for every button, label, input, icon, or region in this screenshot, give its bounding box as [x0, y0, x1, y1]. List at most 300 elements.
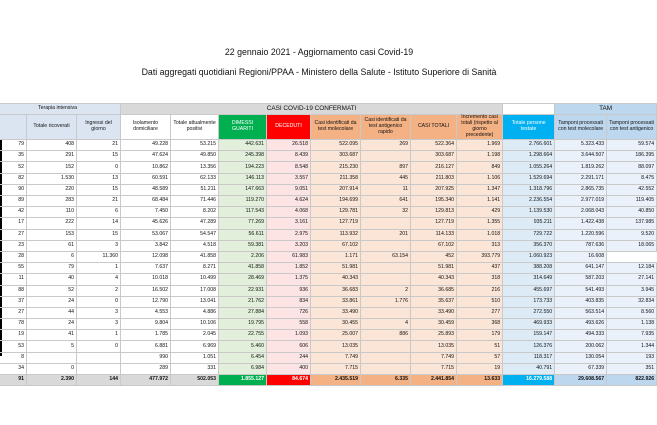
total-cell: 91 — [0, 375, 27, 386]
table-cell: 55 — [0, 263, 27, 274]
table-cell: 62.133 — [171, 173, 219, 184]
table-cell: 11 — [0, 274, 27, 285]
table-cell: 28.469 — [219, 274, 267, 285]
table-cell: 787.636 — [555, 240, 607, 251]
table-cell: 13.035 — [311, 341, 361, 352]
table-cell: 9.804 — [121, 319, 171, 330]
table-cell: 303.687 — [411, 151, 457, 162]
casi-confermati-band: CASI COVID-19 CONFERMATI — [121, 104, 503, 115]
table-row — [0, 251, 657, 262]
table-cell: 35.637 — [411, 296, 457, 307]
col-casi-test-molecolare-header: Casi identificati da test molecolare — [311, 115, 361, 140]
table-cell: 82 — [0, 173, 27, 184]
table-cell: 32.834 — [607, 296, 657, 307]
table-cell: 27 — [0, 307, 27, 318]
table-cell: 216.127 — [411, 162, 457, 173]
table-cell: 1.852 — [267, 263, 311, 274]
table-cell: 2.045 — [171, 330, 219, 341]
table-cell: 1.819.262 — [555, 162, 607, 173]
table-row — [0, 184, 657, 195]
table-cell: 4.624 — [267, 196, 311, 207]
table-cell: 1.018 — [457, 229, 503, 240]
table-cell: 22.931 — [219, 285, 267, 296]
table-cell: 1.969 — [457, 140, 503, 151]
table-cell: 8.439 — [267, 151, 311, 162]
table-cell: 22.755 — [219, 330, 267, 341]
table-cell: 2.206 — [219, 251, 267, 262]
table-cell: 3 — [77, 319, 121, 330]
total-cell: 144 — [77, 375, 121, 386]
table-cell: 201 — [361, 229, 411, 240]
band-gap — [503, 104, 555, 115]
table-cell: 113.932 — [311, 229, 361, 240]
table-cell: 10.862 — [121, 162, 171, 173]
table-row — [0, 307, 657, 318]
table-row — [0, 330, 657, 341]
table-cell: 522.095 — [311, 140, 361, 151]
table-cell: 207.914 — [311, 184, 361, 195]
table-cell: 186.395 — [607, 151, 657, 162]
table-cell: 606 — [267, 341, 311, 352]
table-cell: 159.147 — [503, 330, 555, 341]
table-cell: 587.203 — [555, 274, 607, 285]
table-cell: 272.550 — [503, 307, 555, 318]
table-cell: 36.683 — [311, 285, 361, 296]
table-cell: 37 — [0, 296, 27, 307]
table-cell: 563.514 — [555, 307, 607, 318]
table-cell: 48.589 — [121, 184, 171, 195]
table-cell: 200.062 — [555, 341, 607, 352]
table-cell: 17.008 — [171, 285, 219, 296]
table-cell: 24 — [27, 296, 77, 307]
table-cell: 41 — [27, 330, 77, 341]
total-cell: 477.972 — [121, 375, 171, 386]
table-cell: 1.220.596 — [555, 229, 607, 240]
covid-data-table-container — [0, 103, 655, 425]
table-cell: 25.007 — [311, 330, 361, 341]
table-cell: 313 — [457, 240, 503, 251]
table-cell: 33.861 — [311, 296, 361, 307]
table-cell: 59.574 — [607, 140, 657, 151]
table-cell: 7.749 — [311, 352, 361, 363]
table-cell: 368 — [457, 319, 503, 330]
table-cell: 12.790 — [121, 296, 171, 307]
table-cell: 2.236.554 — [503, 196, 555, 207]
table-cell: 47.289 — [171, 218, 219, 229]
table-cell: 331 — [171, 363, 219, 374]
table-cell: 4.518 — [171, 240, 219, 251]
table-row — [0, 240, 657, 251]
table-cell: 429 — [457, 207, 503, 218]
col-dimessi-guariti-header: DIMESSI GUARITI — [219, 115, 267, 140]
table-cell: 11 — [361, 184, 411, 195]
table-cell: 147.663 — [219, 184, 267, 195]
table-row — [0, 341, 657, 352]
table-cell: 7.749 — [411, 352, 457, 363]
table-cell: 3.557 — [267, 173, 311, 184]
table-cell: 222 — [27, 218, 77, 229]
table-cell: 23 — [0, 240, 27, 251]
table-cell: 19 — [457, 363, 503, 374]
table-cell: 3.644.507 — [555, 151, 607, 162]
table-cell: 388.208 — [503, 263, 555, 274]
table-cell: 5 — [27, 341, 77, 352]
table-cell: 522.364 — [411, 140, 457, 151]
table-cell: 56.611 — [219, 229, 267, 240]
total-cell: 13.633 — [457, 375, 503, 386]
table-cell: 146.113 — [219, 173, 267, 184]
table-cell: 119.270 — [219, 196, 267, 207]
table-cell: 28 — [0, 251, 27, 262]
table-cell: 244 — [267, 352, 311, 363]
table-cell: 117.543 — [219, 207, 267, 218]
table-cell: 51.981 — [311, 263, 361, 274]
table-cell: 351 — [607, 363, 657, 374]
table-cell: 18.065 — [607, 240, 657, 251]
table-cell — [77, 352, 121, 363]
table-cell: 15 — [77, 229, 121, 240]
table-cell: 79 — [0, 140, 27, 151]
table-cell: 1.060.923 — [503, 251, 555, 262]
col-totale-ricoverati-header: Totale ricoverati — [27, 115, 77, 140]
table-cell: 19.795 — [219, 319, 267, 330]
table-cell: 442.631 — [219, 140, 267, 151]
table-cell: 541.493 — [555, 285, 607, 296]
table-cell: 51 — [457, 341, 503, 352]
table-cell — [361, 274, 411, 285]
table-cell: 88 — [0, 285, 27, 296]
table-cell: 1.198 — [457, 151, 503, 162]
table-cell: 8.560 — [607, 307, 657, 318]
table-cell: 44 — [27, 307, 77, 318]
table-cell: 393.779 — [457, 251, 503, 262]
table-cell: 152 — [27, 162, 77, 173]
total-cell: 822.926 — [607, 375, 657, 386]
table-row — [0, 218, 657, 229]
table-cell: 1.530 — [27, 173, 77, 184]
table-cell: 40.343 — [411, 274, 457, 285]
table-cell: 25.893 — [411, 330, 457, 341]
table-body — [0, 140, 657, 386]
table-row — [0, 173, 657, 184]
table-cell — [361, 307, 411, 318]
table-cell: 3.945 — [607, 285, 657, 296]
table-cell: 726 — [267, 307, 311, 318]
table-cell: 403.835 — [555, 296, 607, 307]
table-cell: 119.405 — [607, 196, 657, 207]
table-row — [0, 352, 657, 363]
table-cell: 59.381 — [219, 240, 267, 251]
table-cell: 0 — [27, 363, 77, 374]
table-cell: 53.215 — [171, 140, 219, 151]
table-cell: 6.969 — [171, 341, 219, 352]
table-cell: 6.454 — [219, 352, 267, 363]
table-cell: 52 — [0, 162, 27, 173]
table-cell: 469.933 — [503, 319, 555, 330]
table-cell: 990 — [121, 352, 171, 363]
table-cell: 5.323.433 — [555, 140, 607, 151]
table-cell: 1.785 — [121, 330, 171, 341]
table-cell — [27, 352, 77, 363]
table-cell: 30.459 — [411, 319, 457, 330]
table-cell: 849 — [457, 162, 503, 173]
table-cell: 16.608 — [555, 251, 607, 262]
table-cell: 314.649 — [503, 274, 555, 285]
table-row — [0, 285, 657, 296]
report-title: 22 gennaio 2021 - Aggiornamento casi Covid-19 — [224, 47, 414, 57]
table-cell: 1.106 — [457, 173, 503, 184]
table-cell: 127.719 — [311, 218, 361, 229]
table-cell: 110 — [27, 207, 77, 218]
table-cell: 11.360 — [77, 251, 121, 262]
table-cell: 42 — [0, 207, 27, 218]
table-cell: 289 — [121, 363, 171, 374]
table-cell: 1.093 — [267, 330, 311, 341]
report-subtitle: Dati aggregati quotidiani Regioni/PPAA - Ministero della Salute - Istituto Superiore di Sanità — [141, 67, 497, 77]
table-cell: 61.983 — [267, 251, 311, 262]
table-cell: 1.138 — [607, 319, 657, 330]
table-cell: 455.697 — [503, 285, 555, 296]
table-cell: 1.141 — [457, 196, 503, 207]
table-cell: 493.626 — [555, 319, 607, 330]
table-cell: 3.203 — [267, 240, 311, 251]
table-cell: 729.722 — [503, 229, 555, 240]
table-cell: 13 — [77, 173, 121, 184]
table-cell: 437 — [457, 263, 503, 274]
table-cell: 41.858 — [219, 263, 267, 274]
total-cell: 2.390 — [27, 375, 77, 386]
table-cell: 4 — [361, 319, 411, 330]
table-cell: 8.475 — [607, 173, 657, 184]
table-cell: 886 — [361, 330, 411, 341]
table-row — [0, 140, 657, 151]
total-cell: 16.279.588 — [503, 375, 555, 386]
table-cell — [361, 263, 411, 274]
total-cell: 84.674 — [267, 375, 311, 386]
table-cell: 356.370 — [503, 240, 555, 251]
header-band-row — [0, 104, 657, 115]
table-cell: 10.499 — [171, 274, 219, 285]
table-cell: 53.067 — [121, 229, 171, 240]
table-cell: 641 — [361, 196, 411, 207]
table-cell: 130.054 — [555, 352, 607, 363]
table-cell: 193 — [607, 352, 657, 363]
table-cell: 7.935 — [607, 330, 657, 341]
table-cell: 194.699 — [311, 196, 361, 207]
table-cell: 1.344 — [607, 341, 657, 352]
table-cell: 68.484 — [121, 196, 171, 207]
col-deceduti-header: DECEDUTI — [267, 115, 311, 140]
table-cell: 21 — [77, 140, 121, 151]
table-cell: 10.106 — [171, 319, 219, 330]
table-cell: 4.886 — [171, 307, 219, 318]
table-cell: 3 — [77, 240, 121, 251]
col-tamponi-antigenico-header: Tamponi processati con test antigenico — [607, 115, 657, 140]
total-cell: 1.855.127 — [219, 375, 267, 386]
table-cell: 2.766.601 — [503, 140, 555, 151]
table-cell: 936 — [267, 285, 311, 296]
table-cell: 194.223 — [219, 162, 267, 173]
table-cell: 27.141 — [607, 274, 657, 285]
table-cell: 153 — [27, 229, 77, 240]
table-cell: 40.343 — [311, 274, 361, 285]
table-cell: 216 — [457, 285, 503, 296]
table-cell: 215.230 — [311, 162, 361, 173]
table-cell: 0 — [77, 341, 121, 352]
table-row — [0, 162, 657, 173]
table-cell: 33.490 — [411, 307, 457, 318]
table-cell: 1.051 — [171, 352, 219, 363]
table-cell: 211.803 — [411, 173, 457, 184]
table-cell: 78 — [0, 319, 27, 330]
table-cell: 49.850 — [171, 151, 219, 162]
table-cell: 269 — [361, 140, 411, 151]
table-row — [0, 207, 657, 218]
total-cell: 502.053 — [171, 375, 219, 386]
table-cell: 21 — [77, 196, 121, 207]
table-cell: 40.850 — [607, 207, 657, 218]
col-casi-totali-header: CASI TOTALI — [411, 115, 457, 140]
table-cell: 0 — [77, 296, 121, 307]
table-cell: 1.171 — [311, 251, 361, 262]
table-cell: 129.813 — [411, 207, 457, 218]
table-row — [0, 274, 657, 285]
table-row — [0, 229, 657, 240]
table-cell: 27.884 — [219, 307, 267, 318]
table-cell — [361, 363, 411, 374]
table-cell: 49.228 — [121, 140, 171, 151]
table-cell: 318 — [457, 274, 503, 285]
table-cell: 90 — [0, 184, 27, 195]
table-cell: 1 — [77, 330, 121, 341]
column-header-row — [0, 115, 657, 140]
table-cell: 40.791 — [503, 363, 555, 374]
col-casi-test-antigenico-header: Casi identificati da test antigenico rapido — [361, 115, 411, 140]
table-cell: 40 — [27, 274, 77, 285]
table-cell: 17 — [0, 218, 27, 229]
table-cell: 15 — [77, 184, 121, 195]
table-cell: 8.271 — [171, 263, 219, 274]
table-cell: 452 — [411, 251, 457, 262]
table-cell: 63.154 — [361, 251, 411, 262]
col-region-stub-header — [0, 115, 27, 140]
table-cell: 27 — [0, 229, 27, 240]
table-cell: 1.318.796 — [503, 184, 555, 195]
table-cell: 19 — [0, 330, 27, 341]
table-cell: 35 — [0, 151, 27, 162]
table-cell: 12.184 — [607, 263, 657, 274]
table-cell: 7.715 — [311, 363, 361, 374]
table-cell: 13.041 — [171, 296, 219, 307]
table-cell: 67.102 — [311, 240, 361, 251]
table-cell: 7.450 — [121, 207, 171, 218]
table-cell: 4.068 — [267, 207, 311, 218]
table-cell: 558 — [267, 319, 311, 330]
table-cell: 2.975 — [267, 229, 311, 240]
table-cell: 41.858 — [171, 251, 219, 262]
table-cell: 1.347 — [457, 184, 503, 195]
table-cell: 3 — [77, 307, 121, 318]
table-cell: 13.035 — [411, 341, 457, 352]
table-cell: 211.358 — [311, 173, 361, 184]
table-cell: 47.624 — [121, 151, 171, 162]
table-cell: 303.687 — [311, 151, 361, 162]
table-cell — [361, 341, 411, 352]
table-cell: 173.733 — [503, 296, 555, 307]
table-cell — [361, 151, 411, 162]
tamponi-band: TAM — [555, 104, 657, 115]
table-cell: 24 — [27, 319, 77, 330]
table-cell — [361, 352, 411, 363]
table-cell: 207.925 — [411, 184, 457, 195]
table-cell: 114.133 — [411, 229, 457, 240]
table-cell: 61 — [27, 240, 77, 251]
table-cell: 60.591 — [121, 173, 171, 184]
table-cell: 245.398 — [219, 151, 267, 162]
table-cell: 1.422.438 — [555, 218, 607, 229]
table-cell: 71.446 — [171, 196, 219, 207]
table-cell: 26.518 — [267, 140, 311, 151]
table-cell: 935.211 — [503, 218, 555, 229]
table-cell: 10.018 — [121, 274, 171, 285]
table-cell: 1.298.664 — [503, 151, 555, 162]
col-tamponi-molecolare-header: Tamponi processati con test molecolare — [555, 115, 607, 140]
table-cell: 16.502 — [121, 285, 171, 296]
table-cell: 6 — [27, 251, 77, 262]
terapia-intensiva-band: Terapia intensiva — [0, 104, 121, 115]
table-row — [0, 196, 657, 207]
table-cell: 1.139.530 — [503, 207, 555, 218]
table-cell: 2 — [77, 285, 121, 296]
table-cell: 6.984 — [219, 363, 267, 374]
table-cell: 8.548 — [267, 162, 311, 173]
col-ingressi-del-giorno-header: Ingressi del giorno — [77, 115, 121, 140]
table-row — [0, 319, 657, 330]
table-cell: 45.626 — [121, 218, 171, 229]
table-cell: 179 — [457, 330, 503, 341]
table-cell: 57 — [457, 352, 503, 363]
total-cell: 29.608.567 — [555, 375, 607, 386]
table-cell — [361, 240, 411, 251]
table-row — [0, 296, 657, 307]
col-incremento-casi-header: Incremento casi totali (rispetto al giorno precedente) — [457, 115, 503, 140]
table-cell: 834 — [267, 296, 311, 307]
table-cell: 51.981 — [411, 263, 457, 274]
table-cell: 1.055.264 — [503, 162, 555, 173]
table-cell: 8 — [0, 352, 27, 363]
table-cell: 2 — [361, 285, 411, 296]
table-cell — [361, 218, 411, 229]
table-cell: 32 — [361, 207, 411, 218]
table-cell: 494.333 — [555, 330, 607, 341]
table-cell: 67.339 — [555, 363, 607, 374]
table-cell: 6 — [77, 207, 121, 218]
table-cell: 641.147 — [555, 263, 607, 274]
table-cell: 5.460 — [219, 341, 267, 352]
table-cell: 53 — [0, 341, 27, 352]
table-cell: 1.375 — [267, 274, 311, 285]
covid-data-table — [0, 103, 657, 386]
col-totale-attualmente-positivi-header: Totale attualmente positivi — [171, 115, 219, 140]
table-cell: 897 — [361, 162, 411, 173]
table-cell: 400 — [267, 363, 311, 374]
table-cell: 14 — [77, 218, 121, 229]
table-cell: 3.161 — [267, 218, 311, 229]
table-cell: 283 — [27, 196, 77, 207]
table-cell: 7.637 — [121, 263, 171, 274]
table-cell: 2.068.043 — [555, 207, 607, 218]
table-cell: 9.051 — [267, 184, 311, 195]
